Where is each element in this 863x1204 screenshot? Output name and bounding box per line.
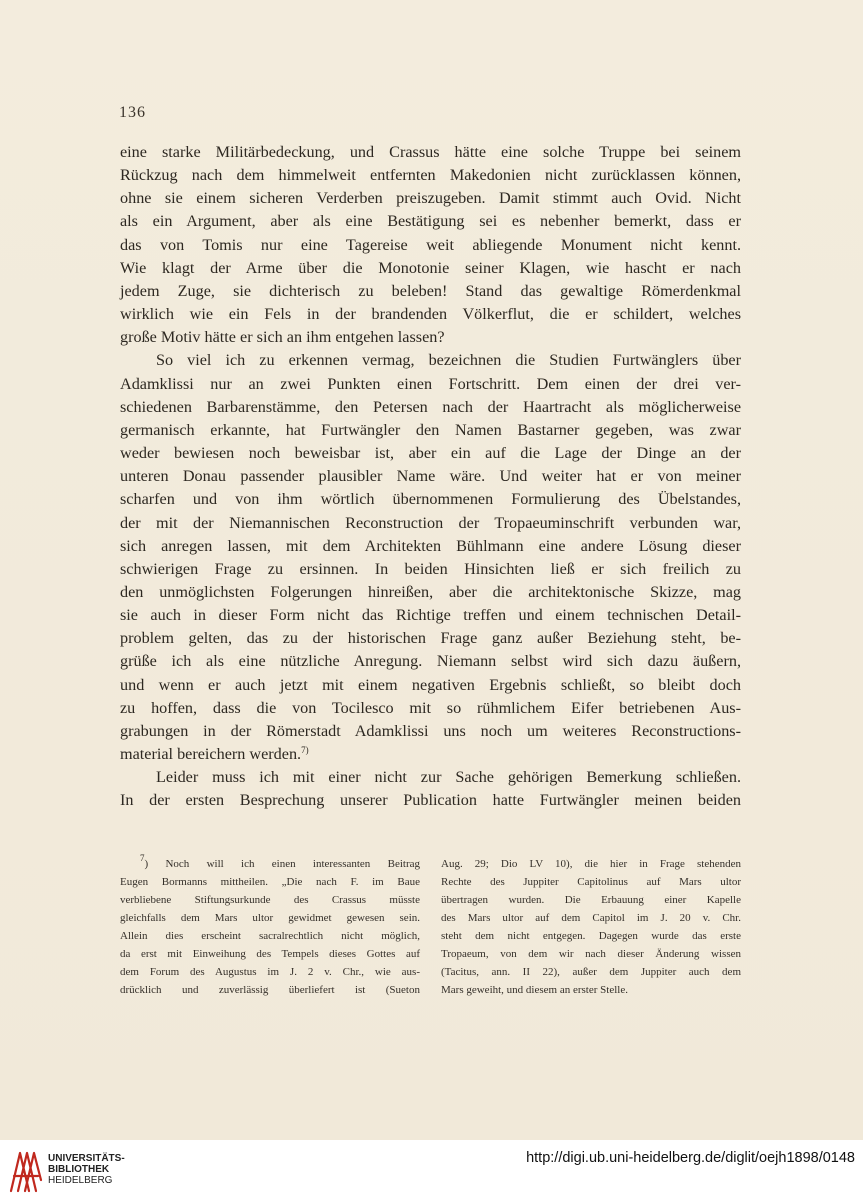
text-line: germanisch erkannte, hat Furtwängler den Namen Bastarner gegeben, was zwar bbox=[120, 420, 741, 439]
text-line: schiedenen Barbarenstämme, den Petersen nach der Haartracht als möglicherweise bbox=[120, 397, 741, 416]
text-line: große Motiv hätte er sich an ihm entgehen lassen? bbox=[120, 328, 445, 347]
paragraph-3 bbox=[120, 766, 741, 812]
text-line: Leider muss ich mit einer nicht zur Sache gehörigen Bemerkung schließen. bbox=[156, 768, 741, 787]
paragraph-2 bbox=[120, 349, 741, 766]
text-line: problem gelten, das zu der historischen Frage ganz außer Beziehung steht, be- bbox=[120, 629, 741, 648]
footnote-line: drücklich und zuverlässig überliefert ist (Sueton bbox=[120, 984, 420, 996]
text-line: Adamklissi nur an zwei Punkten einen Fortschritt. Dem einen der drei ver- bbox=[120, 374, 741, 393]
footnote-line: dem Forum des Augustus im J. 2 v. Chr., wie aus- bbox=[120, 966, 420, 978]
text-line: grabungen in der Römerstadt Adamklissi uns noch um weiteres Reconstructions- bbox=[120, 721, 741, 740]
text-line: schwierigen Frage zu ersinnen. In beiden Hinsichten ließ er sich freilich zu bbox=[120, 559, 741, 578]
footnote-line: gleichfalls dem Mars ultor gewidmet gewesen sein. bbox=[120, 912, 420, 924]
text-line: In der ersten Besprechung unserer Publication hatte Furtwängler meinen beiden bbox=[120, 791, 741, 810]
library-name-line: UNIVERSITÄTS- bbox=[48, 1153, 125, 1164]
footnote-line: steht dem nicht entgegen. Dagegen wurde das erste bbox=[441, 930, 741, 942]
footnote-line: Eugen Bormanns mittheilen. „Die nach F. im Baue bbox=[120, 876, 420, 888]
text-line: Rückzug nach dem himmelweit entfernten Makedonien nicht zurücklassen können, bbox=[120, 166, 741, 185]
library-name-line: HEIDELBERG bbox=[48, 1175, 113, 1186]
paragraph-1 bbox=[120, 141, 741, 349]
footnote-reference: 7) bbox=[301, 745, 309, 756]
text-line-with-footnote bbox=[120, 743, 741, 766]
footnotes bbox=[120, 855, 741, 999]
text-line: als ein Argument, aber als eine Bestätigung sei es nebenher bemerkt, dass er bbox=[120, 212, 741, 231]
library-name-line: BIBLIOTHEK bbox=[48, 1164, 110, 1175]
footnote-line: übertragen wurden. Die Erbauung einer Kapelle bbox=[441, 894, 741, 906]
text-line: jedem Zuge, sie dichterisch zu beleben! Stand das gewaltige Römerdenkmal bbox=[120, 281, 741, 300]
footnote-column-left bbox=[120, 855, 420, 999]
footnote-line: (Tacitus, ann. II 22), außer dem Juppiter auch dem bbox=[441, 966, 741, 978]
text-line: zu hoffen, dass die von Tocilesco mit so rühmlichem Eifer betriebenen Aus- bbox=[120, 698, 741, 717]
text-line: wirklich wie ein Fels in der brandenden Völkerflut, die er schildert, welches bbox=[120, 305, 741, 324]
permalink-url[interactable]: http://digi.ub.uni-heidelberg.de/diglit/oejh1898/0148 bbox=[526, 1150, 855, 1166]
text-line: material bereichern werden. bbox=[120, 745, 302, 764]
library-name bbox=[48, 1153, 125, 1186]
text-line: weder bewiesen noch beweisbar ist, aber ein auf die Lage der Dinge an der bbox=[120, 444, 741, 463]
footnote-marker: 7 bbox=[140, 853, 145, 863]
text-line: eine starke Militärbedeckung, und Crassus hätte eine solche Truppe bei seinem bbox=[120, 143, 741, 161]
page-number: 136 bbox=[119, 104, 146, 121]
footnote-line: Rechte des Juppiter Capitolinus auf Mars ultor bbox=[441, 876, 741, 888]
text-line: und wenn er auch jetzt mit einem negativen Ergebnis schließt, so bleibt doch bbox=[120, 675, 741, 694]
footnote-line-with-marker bbox=[120, 855, 420, 873]
footnote-line: Mars geweiht, und diesem an erster Stelle. bbox=[441, 984, 628, 996]
university-library-logo-icon bbox=[8, 1150, 44, 1194]
text-line: Wie klagt der Arme über die Monotonie seiner Klagen, wie hascht er nach bbox=[120, 258, 741, 277]
footnote-line: des Mars ultor auf dem Capitol im J. 20 v. Chr. bbox=[441, 912, 741, 924]
text-line: der mit der Niemannischen Reconstruction der Tropaeuminschrift verbunden war, bbox=[120, 513, 741, 532]
footnote-line: verbliebene Stiftungsurkunde des Crassus müsste bbox=[120, 894, 420, 906]
text-line: sich anregen lassen, mit dem Architekten Bühlmann eine andere Lösung dieser bbox=[120, 536, 741, 555]
text-line: den unmöglichsten Folgerungen hinreißen, aber die architektonische Skizze, mag bbox=[120, 582, 741, 601]
body-text bbox=[120, 141, 741, 813]
footnote-line: Tropaeum, von dem wir nach dieser Änderung wissen bbox=[441, 948, 741, 960]
text-line: scharfen und von ihm wörtlich übernommenen Formulierung des Übelstandes, bbox=[120, 490, 741, 509]
footnote-line: Allein dies erscheint sacralrechtlich nicht möglich, bbox=[120, 930, 420, 942]
text-line: unteren Donau passender plausibler Name wäre. Und weiter hat er von meiner bbox=[120, 467, 741, 486]
footnote-line: Aug. 29; Dio LV 10), die hier in Frage stehenden bbox=[441, 858, 741, 870]
footnote-line: da erst mit Einweihung des Tempels dieses Gottes auf bbox=[120, 948, 420, 960]
text-line: das von Tomis nur eine Tagereise weit abliegende Monument nicht kennt. bbox=[120, 235, 741, 254]
text-line: grüße ich als eine nützliche Anregung. Niemann selbst wird sich dazu äußern, bbox=[120, 652, 741, 671]
footnote-column-right bbox=[441, 855, 741, 999]
footnote-line: ) Noch will ich einen interessanten Beitrag bbox=[144, 858, 420, 870]
text-line: sie auch in dieser Form nicht das Richtige treffen und einem technischen Detail- bbox=[120, 606, 741, 625]
text-line: So viel ich zu erkennen vermag, bezeichnen die Studien Furtwänglers über bbox=[156, 351, 741, 370]
text-line: ohne sie einem sicheren Verderben preiszugeben. Damit stimmt auch Ovid. Nicht bbox=[120, 189, 741, 208]
